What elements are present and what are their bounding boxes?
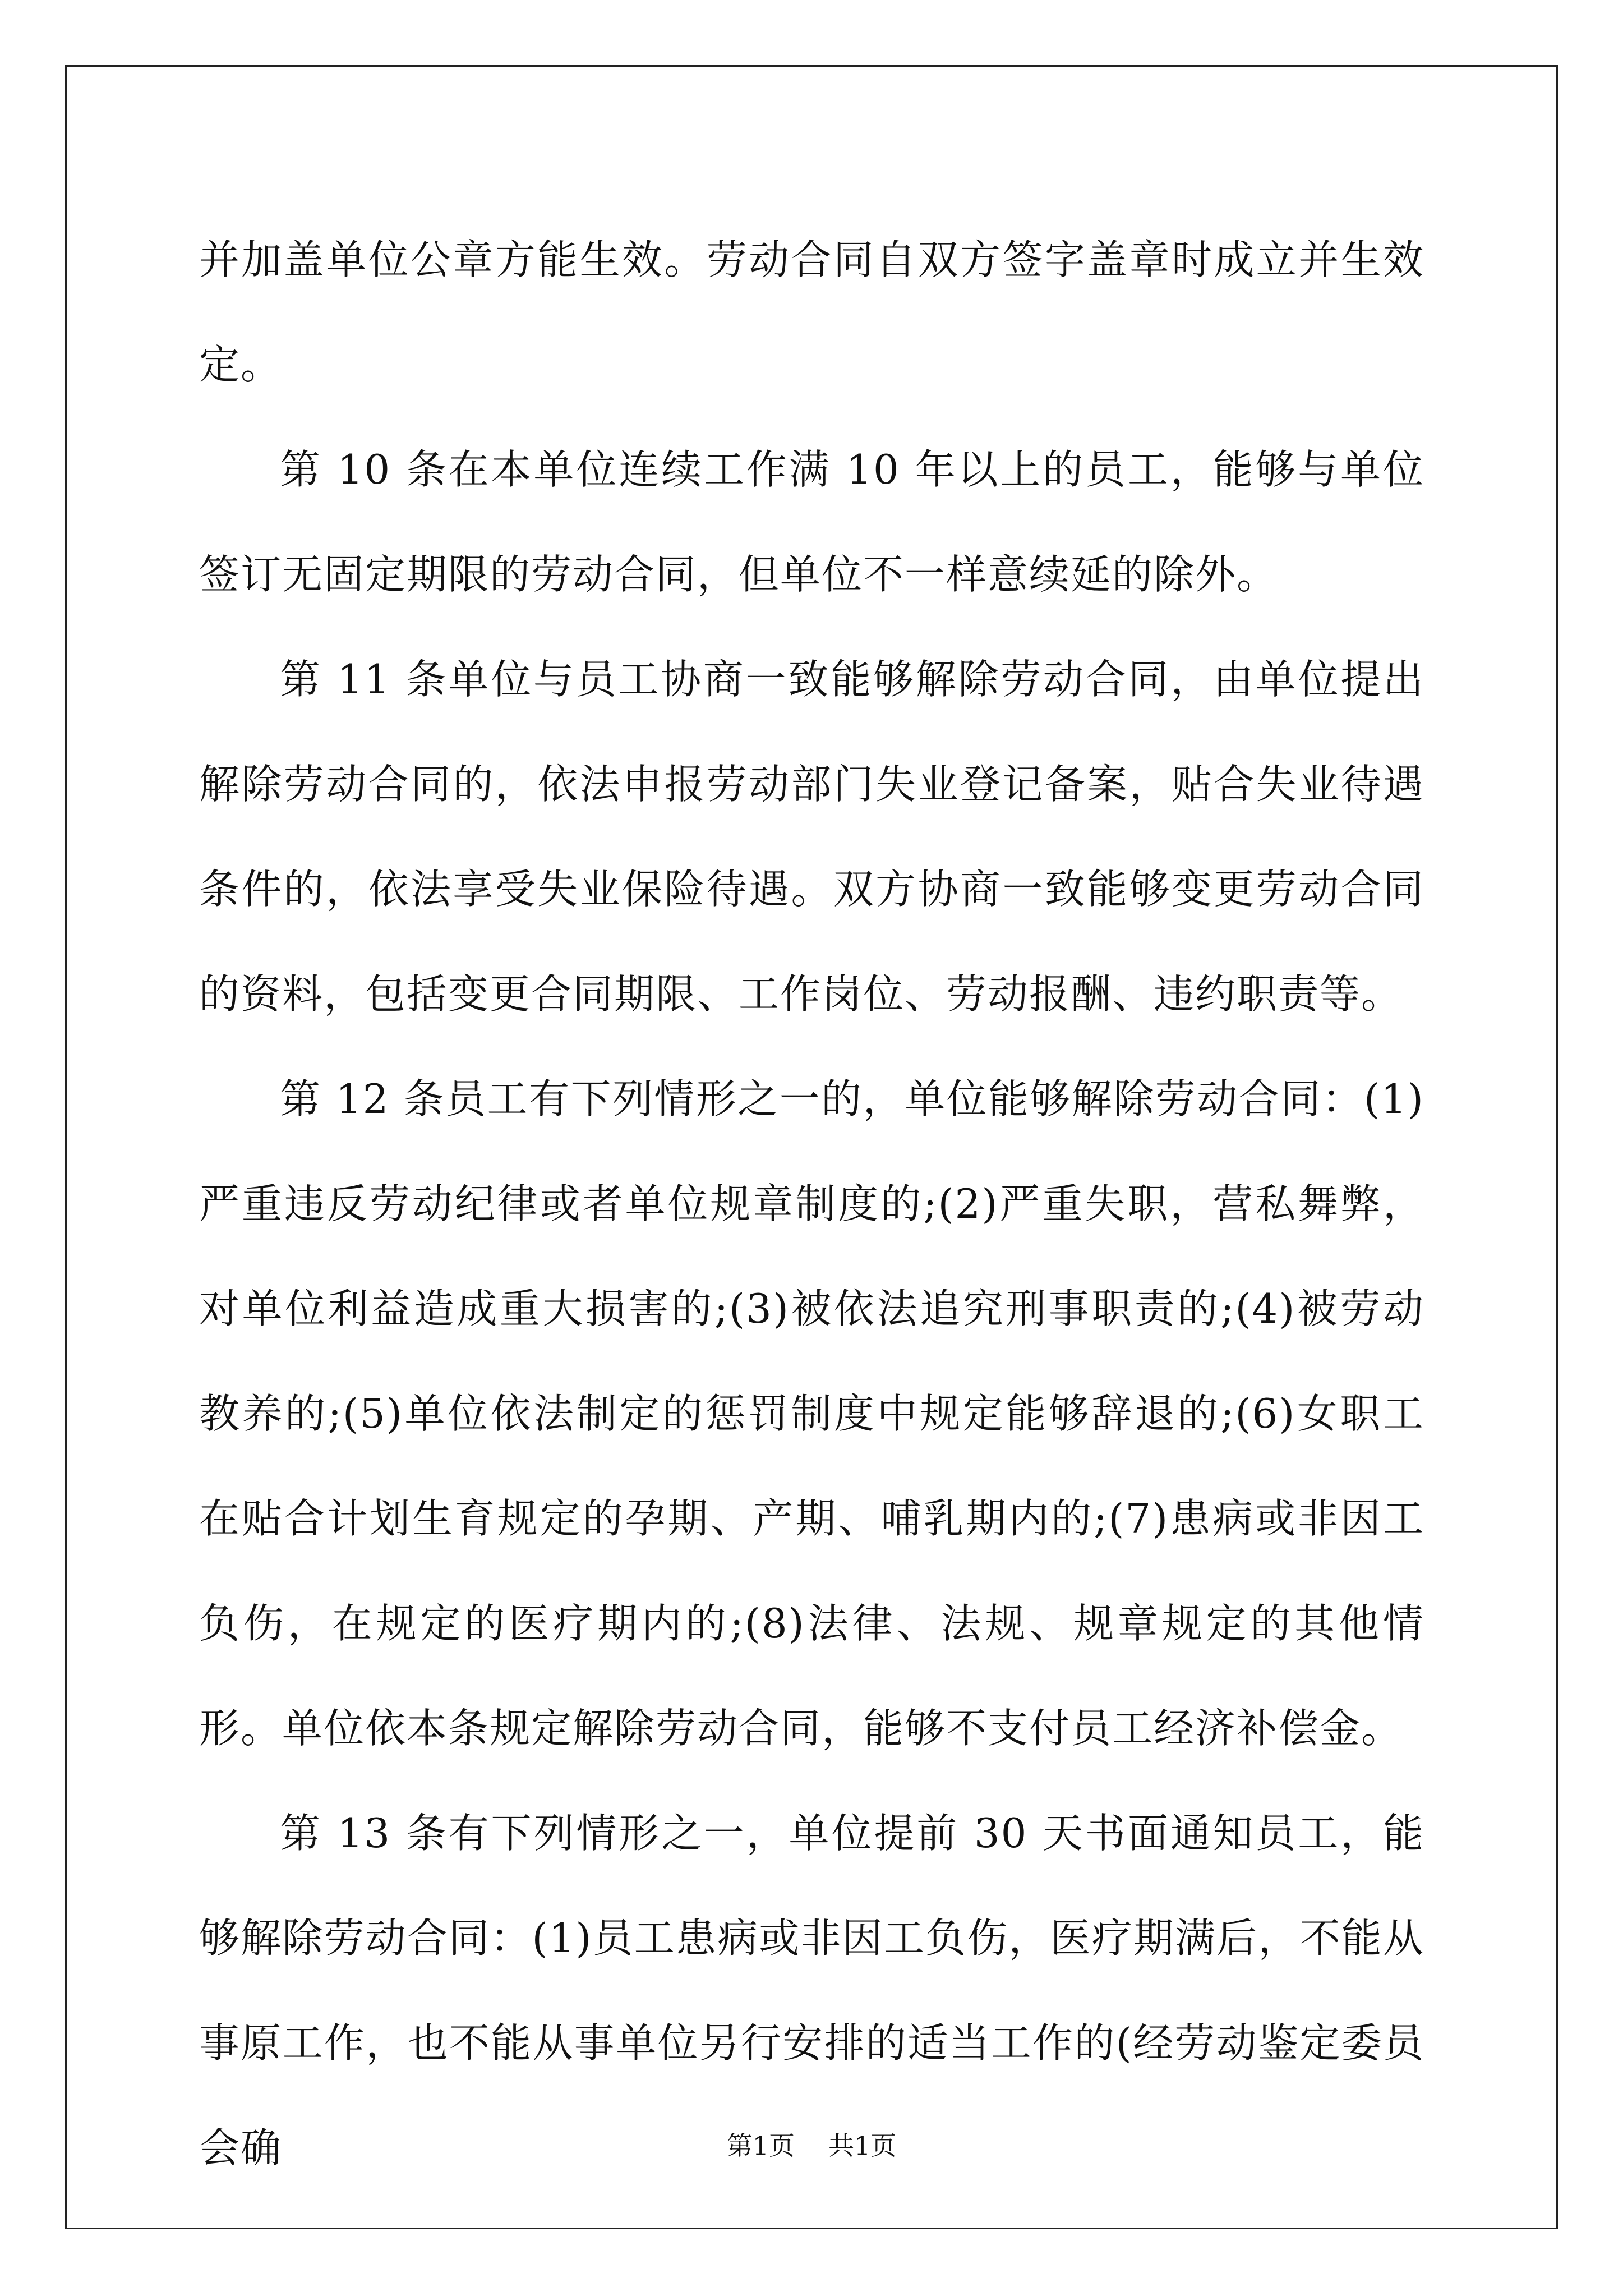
document-body xyxy=(199,208,1424,2201)
page-total: 共1页 xyxy=(828,2131,897,2161)
paragraph-continuation: 并加盖单位公章方能生效。劳动合同自双方签字盖章时成立并生效定。 xyxy=(199,236,1424,388)
paragraph-article-11: 第 11 条单位与员工协商一致能够解除劳动合同，由单位提出解除劳动合同的，依法申报劳动部门失业登记备案，贴合失业待遇条件的，依法享受失业保险待遇。双方协商一致能够变更劳动合同的资料，包括变更合同期限、工作岗位、劳动报酬、违约职责等。 xyxy=(199,656,1424,1018)
paragraph-article-12: 第 12 条员工有下列情形之一的，单位能够解除劳动合同：(1)严重违反劳动纪律或者单位规章制度的;(2)严重失职，营私舞弊，对单位利益造成重大损害的;(3)被依法追究刑事职责的;(4)被劳动教养的;(5)单位依法制定的惩罚制度中规定能够辞退的;(6)女职工在贴合计划生育规定的孕期、产期、哺乳期内的;(7)患病或非因工负伤，在规定的医疗期内的;(8)法律、法规、规章规定的其他情形。单位依本条规定解除劳动合同，能够不支付员工经济补偿金。 xyxy=(199,1075,1424,1752)
paragraph-article-10: 第 10 条在本单位连续工作满 10 年以上的员工，能够与单位签订无固定期限的劳动合同，但单位不一样意续延的除外。 xyxy=(199,446,1424,598)
page-number: 第1页 xyxy=(726,2131,795,2161)
page-footer xyxy=(0,2129,1623,2162)
paragraph-article-13: 第 13 条有下列情形之一，单位提前 30 天书面通知员工，能够解除劳动合同：(1)员工患病或非因工负伤，医疗期满后，不能从事原工作，也不能从事单位另行安排的适当工作的(经劳动鉴定委员会确 xyxy=(199,1810,1424,2171)
